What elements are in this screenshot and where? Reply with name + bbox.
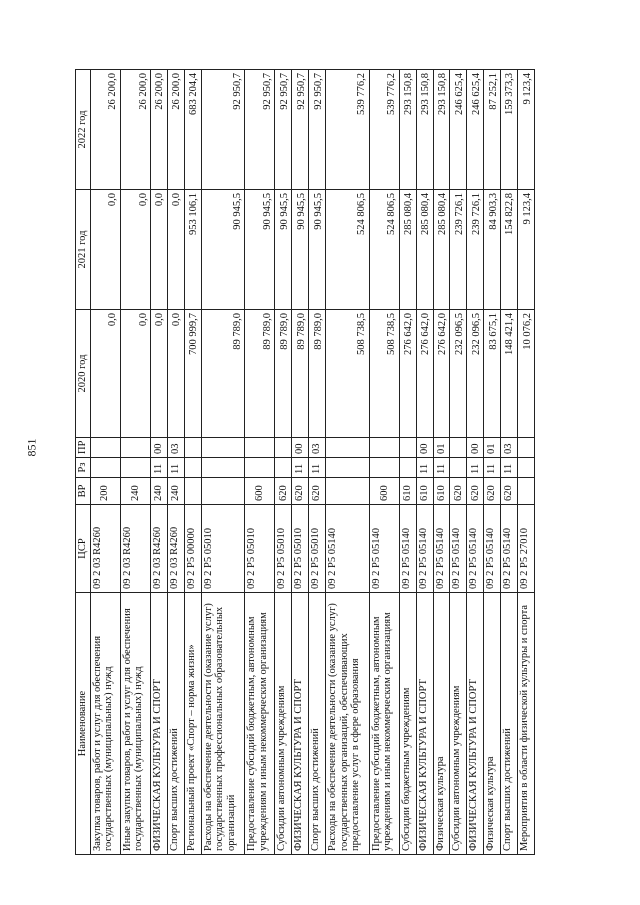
- header-2020: 2020 год: [76, 310, 91, 438]
- cell-csr: 09 2 03 R4260: [90, 505, 120, 593]
- cell-2021: 90 945,5: [292, 190, 309, 310]
- table-body: [90, 70, 535, 855]
- table-row: [292, 70, 309, 855]
- cell-name: Спорт высших достижений: [501, 593, 518, 855]
- cell-rz: 11: [151, 458, 168, 478]
- header-2022: 2022 год: [76, 70, 91, 190]
- cell-2020: 89 789,0: [275, 310, 292, 438]
- cell-vr: 600: [369, 478, 399, 505]
- table-row: [517, 70, 534, 855]
- table-row: [433, 70, 450, 855]
- cell-pr: [399, 438, 416, 458]
- cell-vr: 620: [450, 478, 467, 505]
- cell-2020: 276 642,0: [433, 310, 450, 438]
- header-rz: Рз: [76, 458, 91, 478]
- cell-2020: 83 675,1: [484, 310, 501, 438]
- cell-rz: [399, 458, 416, 478]
- cell-2022: 293 150,8: [399, 70, 416, 190]
- page-number: 851: [24, 438, 39, 457]
- cell-csr: 09 2 P5 05140: [433, 505, 450, 593]
- cell-pr: 01: [484, 438, 501, 458]
- table-row: [369, 70, 399, 855]
- cell-csr: 09 2 P5 05010: [201, 505, 245, 593]
- cell-csr: 09 2 P5 05140: [450, 505, 467, 593]
- cell-2022: 26 200,0: [167, 70, 184, 190]
- cell-2022: 539 776,2: [369, 70, 399, 190]
- cell-vr: 240: [151, 478, 168, 505]
- cell-2022: 26 200,0: [90, 70, 120, 190]
- cell-2022: 26 200,0: [151, 70, 168, 190]
- cell-2020: 0,0: [120, 310, 150, 438]
- cell-csr: 09 2 03 R4260: [151, 505, 168, 593]
- cell-csr: 09 2 P5 05140: [501, 505, 518, 593]
- cell-2022: 92 950,7: [201, 70, 245, 190]
- cell-rz: [120, 458, 150, 478]
- table-row: [184, 70, 201, 855]
- cell-rz: [245, 458, 275, 478]
- cell-2022: 246 625,4: [467, 70, 484, 190]
- cell-name: Физическая культура: [433, 593, 450, 855]
- cell-csr: 09 2 P5 00000: [184, 505, 201, 593]
- cell-pr: 00: [151, 438, 168, 458]
- cell-name: Субсидии автономным учреждениям: [275, 593, 292, 855]
- cell-2022: 26 200,0: [120, 70, 150, 190]
- cell-pr: 00: [467, 438, 484, 458]
- cell-pr: 01: [433, 438, 450, 458]
- cell-rz: [201, 458, 245, 478]
- cell-pr: 03: [167, 438, 184, 458]
- cell-csr: 09 2 03 R4260: [120, 505, 150, 593]
- cell-pr: [184, 438, 201, 458]
- table-row: [90, 70, 120, 855]
- cell-2022: 246 625,4: [450, 70, 467, 190]
- cell-name: Предоставление субсидий бюджетным, автономным учреждениям и иным некоммерческим организациям: [369, 593, 399, 855]
- cell-name: Расходы на обеспечение деятельности (оказание услуг) государственных организаций, обеспечивающих предоставление услуг в сфере образования: [326, 593, 370, 855]
- cell-vr: 610: [433, 478, 450, 505]
- cell-csr: 09 2 P5 05140: [416, 505, 433, 593]
- table-row: [501, 70, 518, 855]
- cell-csr: 09 2 P5 05140: [326, 505, 370, 593]
- cell-pr: [326, 438, 370, 458]
- header-2021: 2021 год: [76, 190, 91, 310]
- cell-rz: [517, 458, 534, 478]
- cell-vr: 620: [292, 478, 309, 505]
- table-row: [450, 70, 467, 855]
- cell-vr: [326, 478, 370, 505]
- cell-2021: 239 726,1: [467, 190, 484, 310]
- cell-2020: 700 999,7: [184, 310, 201, 438]
- cell-rz: 11: [501, 458, 518, 478]
- cell-2022: 9 123,4: [517, 70, 534, 190]
- cell-2020: 0,0: [151, 310, 168, 438]
- cell-rz: [275, 458, 292, 478]
- cell-pr: [450, 438, 467, 458]
- cell-2020: 89 789,0: [309, 310, 326, 438]
- header-vr: ВР: [76, 478, 91, 505]
- cell-2020: 89 789,0: [292, 310, 309, 438]
- cell-2020: 89 789,0: [245, 310, 275, 438]
- cell-rz: 11: [292, 458, 309, 478]
- cell-csr: 09 2 P5 05010: [292, 505, 309, 593]
- cell-2021: 953 106,1: [184, 190, 201, 310]
- cell-vr: 620: [501, 478, 518, 505]
- table-row: [151, 70, 168, 855]
- cell-name: ФИЗИЧЕСКАЯ КУЛЬТУРА И СПОРТ: [292, 593, 309, 855]
- table-row: [309, 70, 326, 855]
- cell-2022: 539 776,2: [326, 70, 370, 190]
- cell-2020: 148 421,4: [501, 310, 518, 438]
- cell-2020: 89 789,0: [201, 310, 245, 438]
- cell-2021: 9 123,4: [517, 190, 534, 310]
- cell-2020: 508 738,5: [369, 310, 399, 438]
- cell-vr: 610: [416, 478, 433, 505]
- cell-2020: 232 096,5: [467, 310, 484, 438]
- cell-name: Субсидии автономным учреждениям: [450, 593, 467, 855]
- cell-pr: 00: [416, 438, 433, 458]
- cell-vr: [517, 478, 534, 505]
- cell-rz: 11: [467, 458, 484, 478]
- cell-2021: 90 945,5: [201, 190, 245, 310]
- cell-name: Спорт высших достижений: [309, 593, 326, 855]
- cell-2021: 0,0: [120, 190, 150, 310]
- cell-pr: 03: [501, 438, 518, 458]
- cell-rz: [184, 458, 201, 478]
- cell-pr: [369, 438, 399, 458]
- cell-vr: 240: [120, 478, 150, 505]
- cell-vr: 620: [309, 478, 326, 505]
- cell-name: Расходы на обеспечение деятельности (оказание услуг) государственных профессиональных образовательных организаций: [201, 593, 245, 855]
- table-row: [245, 70, 275, 855]
- cell-pr: [517, 438, 534, 458]
- cell-csr: 09 2 P5 27010: [517, 505, 534, 593]
- cell-rz: [369, 458, 399, 478]
- cell-name: Иные закупки товаров, работ и услуг для обеспечения государственных (муниципальных) нужд: [120, 593, 150, 855]
- cell-vr: 600: [245, 478, 275, 505]
- cell-csr: 09 2 P5 05140: [484, 505, 501, 593]
- cell-2021: 524 806,5: [326, 190, 370, 310]
- cell-rz: 11: [484, 458, 501, 478]
- cell-2021: 90 945,5: [245, 190, 275, 310]
- cell-2021: 0,0: [151, 190, 168, 310]
- cell-csr: 09 2 P5 05010: [245, 505, 275, 593]
- cell-name: ФИЗИЧЕСКАЯ КУЛЬТУРА И СПОРТ: [467, 593, 484, 855]
- cell-pr: [275, 438, 292, 458]
- cell-csr: 09 2 03 R4260: [167, 505, 184, 593]
- cell-vr: 620: [467, 478, 484, 505]
- cell-name: ФИЗИЧЕСКАЯ КУЛЬТУРА И СПОРТ: [416, 593, 433, 855]
- cell-csr: 09 2 P5 05140: [399, 505, 416, 593]
- cell-vr: 200: [90, 478, 120, 505]
- cell-vr: 240: [167, 478, 184, 505]
- table-header-row: [76, 70, 91, 855]
- cell-2020: 276 642,0: [399, 310, 416, 438]
- table-row: [120, 70, 150, 855]
- cell-pr: [201, 438, 245, 458]
- cell-2021: 90 945,5: [309, 190, 326, 310]
- cell-2022: 92 950,7: [292, 70, 309, 190]
- cell-2021: 285 080,4: [433, 190, 450, 310]
- cell-2021: 90 945,5: [275, 190, 292, 310]
- cell-name: Мероприятия в области физической культуры и спорта: [517, 593, 534, 855]
- cell-rz: [450, 458, 467, 478]
- cell-rz: 11: [416, 458, 433, 478]
- cell-pr: [90, 438, 120, 458]
- cell-2021: 524 806,5: [369, 190, 399, 310]
- cell-rz: 11: [433, 458, 450, 478]
- cell-csr: 09 2 P5 05140: [467, 505, 484, 593]
- cell-name: Физическая культура: [484, 593, 501, 855]
- budget-table: [75, 69, 535, 855]
- cell-2020: 508 738,5: [326, 310, 370, 438]
- table-row: [399, 70, 416, 855]
- cell-name: Закупка товаров, работ и услуг для обеспечения государственных (муниципальных) нужд: [90, 593, 120, 855]
- table-row: [416, 70, 433, 855]
- cell-2022: 293 150,8: [416, 70, 433, 190]
- budget-table-rotated: [75, 70, 535, 855]
- cell-2022: 92 950,7: [275, 70, 292, 190]
- cell-rz: 11: [167, 458, 184, 478]
- cell-2022: 159 373,3: [501, 70, 518, 190]
- cell-pr: [245, 438, 275, 458]
- cell-name: Региональный проект «Спорт – норма жизни»: [184, 593, 201, 855]
- cell-vr: 620: [275, 478, 292, 505]
- cell-2021: 0,0: [90, 190, 120, 310]
- cell-name: ФИЗИЧЕСКАЯ КУЛЬТУРА И СПОРТ: [151, 593, 168, 855]
- cell-vr: 610: [399, 478, 416, 505]
- cell-csr: 09 2 P5 05010: [309, 505, 326, 593]
- cell-2020: 0,0: [167, 310, 184, 438]
- cell-vr: [201, 478, 245, 505]
- cell-2022: 92 950,7: [309, 70, 326, 190]
- cell-2021: 239 726,1: [450, 190, 467, 310]
- cell-csr: 09 2 P5 05010: [275, 505, 292, 593]
- cell-2022: 293 150,8: [433, 70, 450, 190]
- cell-rz: [90, 458, 120, 478]
- cell-name: Спорт высших достижений: [167, 593, 184, 855]
- cell-2020: 0,0: [90, 310, 120, 438]
- cell-2022: 683 204,4: [184, 70, 201, 190]
- header-pr: ПР: [76, 438, 91, 458]
- cell-2021: 285 080,4: [416, 190, 433, 310]
- cell-pr: 03: [309, 438, 326, 458]
- cell-2022: 87 252,1: [484, 70, 501, 190]
- cell-2021: 84 903,3: [484, 190, 501, 310]
- cell-pr: [120, 438, 150, 458]
- header-csr: ЦСР: [76, 505, 91, 593]
- cell-2020: 276 642,0: [416, 310, 433, 438]
- cell-2020: 232 096,5: [450, 310, 467, 438]
- table-row: [484, 70, 501, 855]
- cell-rz: [326, 458, 370, 478]
- cell-pr: 00: [292, 438, 309, 458]
- cell-name: Субсидии бюджетным учреждениям: [399, 593, 416, 855]
- cell-csr: 09 2 P5 05140: [369, 505, 399, 593]
- header-name: Наименование: [76, 593, 91, 855]
- cell-rz: 11: [309, 458, 326, 478]
- table-row: [201, 70, 245, 855]
- cell-2021: 0,0: [167, 190, 184, 310]
- cell-2022: 92 950,7: [245, 70, 275, 190]
- cell-vr: [184, 478, 201, 505]
- cell-2021: 285 080,4: [399, 190, 416, 310]
- table-row: [275, 70, 292, 855]
- cell-name: Предоставление субсидий бюджетным, автономным учреждениям и иным некоммерческим организациям: [245, 593, 275, 855]
- table-row: [326, 70, 370, 855]
- cell-vr: 620: [484, 478, 501, 505]
- cell-2020: 10 076,2: [517, 310, 534, 438]
- table-row: [167, 70, 184, 855]
- table-row: [467, 70, 484, 855]
- cell-2021: 154 822,8: [501, 190, 518, 310]
